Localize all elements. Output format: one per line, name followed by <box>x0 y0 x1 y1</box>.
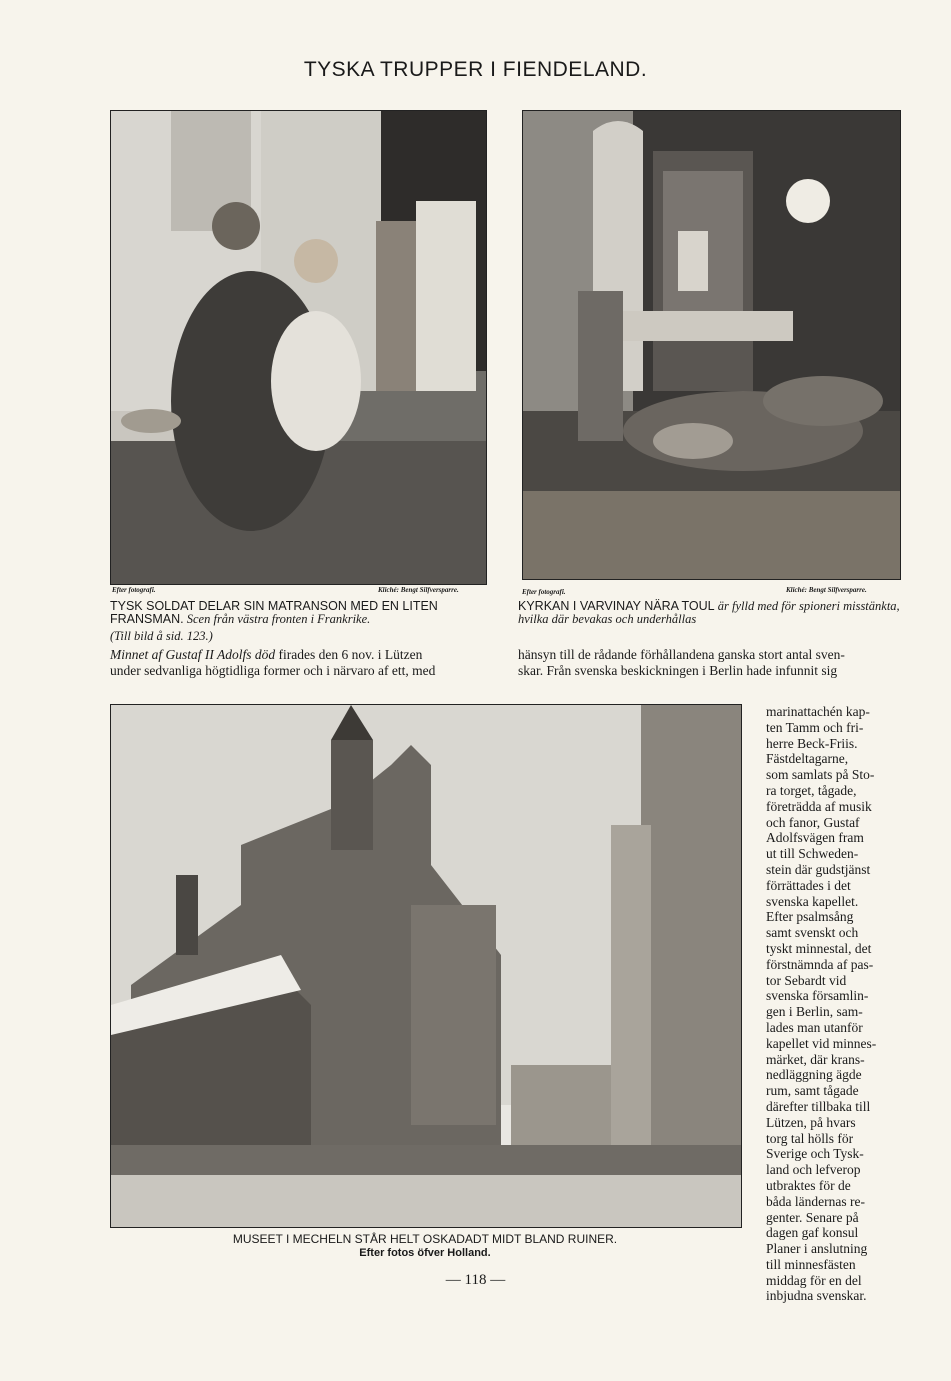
column-line: och fanor, Gustaf <box>766 814 860 830</box>
photo1-credit-right: Kliché: Bengt Silfversparre. <box>378 586 459 594</box>
column-line: som samlats på Sto- <box>766 767 875 783</box>
column-line: tyskt minnestal, det <box>766 940 872 956</box>
photo-museum-mecheln <box>110 704 742 1228</box>
column-line: Planer i anslutning <box>766 1241 868 1257</box>
column-line: stein där gudstjänst <box>766 861 871 877</box>
column-line: inbjudna svenskar. <box>766 1288 867 1304</box>
photo1-caption <box>110 600 490 626</box>
column-line: förstnämnda af pas- <box>766 956 874 972</box>
article-left-line-2: under sedvanliga högtidliga former och i närvaro af ett, med <box>110 663 436 678</box>
column-line: ten Tamm och fri- <box>766 719 864 735</box>
column-line: kapellet vid minnes- <box>766 1035 877 1051</box>
column-line: land och lefverop <box>766 1162 861 1178</box>
article-right-line-1: hänsyn till de rådande förhållandena ganska stort antal sven- <box>518 647 845 662</box>
column-line: ut till Schweden- <box>766 846 859 862</box>
article-right-line-2: skar. Från svenska beskickningen i Berlin hade infunnit sig <box>518 663 838 678</box>
column-line: tor Sebardt vid <box>766 972 847 988</box>
photo2-caption-italic: är fylld med för spioneri misstänkta, hvilka där bevakas och underhållas <box>518 599 900 626</box>
article-narrow-column <box>766 704 896 1304</box>
column-line: Adolfsvägen fram <box>766 830 864 846</box>
article-left-italic: Minnet af Gustaf II Adolfs död <box>110 647 276 662</box>
column-line: dagen gaf konsul <box>766 1225 859 1241</box>
column-line: herre Beck-Friis. <box>766 735 858 751</box>
column-line: därefter tillbaka till <box>766 1098 871 1114</box>
column-line: företrädda af musik <box>766 798 872 814</box>
column-line: ra torget, tågade, <box>766 782 857 798</box>
page-number: — 118 — <box>445 1272 506 1288</box>
page-title: TYSKA TRUPPER I FIENDELAND. <box>303 58 648 81</box>
column-line: lades man utanför <box>766 1019 863 1035</box>
column-line: Lützen, på hvars <box>766 1114 856 1130</box>
photo1-reference: (Till bild å sid. 123.) <box>110 629 213 643</box>
column-line: Sverige och Tysk- <box>766 1146 864 1162</box>
photo2-caption <box>518 600 903 626</box>
photo2-caption-upper: KYRKAN I VARVINAY NÄRA TOUL <box>518 599 715 613</box>
photo-soldier-feeding-child <box>110 110 487 585</box>
column-line: samt svenskt och <box>766 925 859 941</box>
column-line: marinattachén kap- <box>766 704 870 719</box>
column-line: torg tal hölls för <box>766 1130 854 1146</box>
column-line: svenska kapellet. <box>766 893 859 909</box>
photo1-caption-upper: TYSK SOLDAT DELAR SIN MATRANSON MED EN LITEN FRANSMAN. <box>110 599 438 626</box>
column-line: märket, där krans- <box>766 1051 865 1067</box>
column-line: Fästdeltagarne, <box>766 751 849 767</box>
column-line: svenska församlin- <box>766 988 869 1004</box>
column-line: nedläggning ägde <box>766 1067 862 1083</box>
photo1-credit-left: Efter fotografi. <box>112 586 156 594</box>
column-line: förrättades i det <box>766 877 851 893</box>
photo2-credit-left: Efter fotografi. <box>522 588 566 596</box>
column-line: middag för en del <box>766 1272 862 1288</box>
column-line: Efter psalmsång <box>766 909 854 925</box>
column-line: till minnesfästen <box>766 1256 856 1272</box>
photo1-caption-italic: Scen från västra fronten i Frankrike. <box>186 612 371 626</box>
column-line: genter. Senare på <box>766 1209 859 1225</box>
column-line: gen i Berlin, sam- <box>766 1004 863 1020</box>
column-line: rum, samt tågade <box>766 1083 859 1099</box>
photo3-credit: Efter fotos öfver Holland. <box>359 1247 491 1259</box>
photo-church-interior <box>522 110 901 580</box>
column-line: båda ländernas re- <box>766 1193 865 1209</box>
column-line: utbraktes för de <box>766 1177 851 1193</box>
photo2-credit-right: Kliché: Bengt Silfversparre. <box>786 586 867 594</box>
article-left-rest: firades den 6 nov. i Lützen <box>278 647 423 662</box>
photo3-caption: MUSEET I MECHELN STÅR HELT OSKADADT MIDT BLAND RUINER. <box>232 1232 618 1246</box>
article-left-line-1 <box>110 647 490 662</box>
